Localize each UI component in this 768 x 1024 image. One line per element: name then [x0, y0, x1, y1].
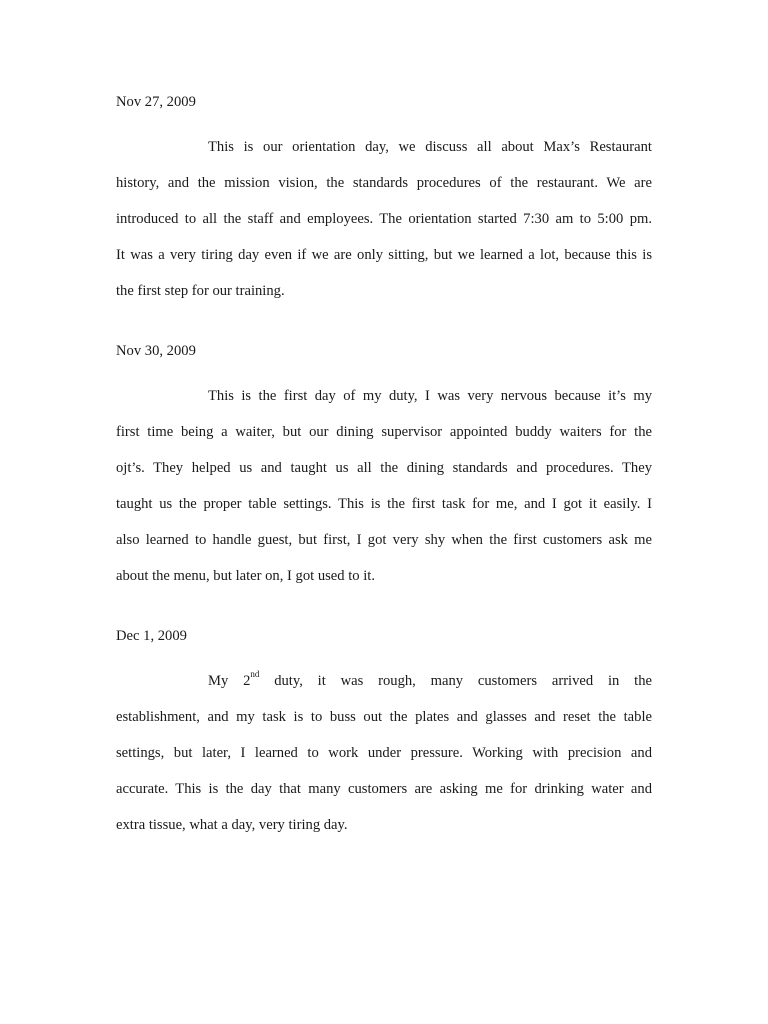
entry-date: Nov 30, 2009: [116, 343, 196, 359]
paragraph-line: This is our orientation day, we discuss all about Max’s Restaurant: [208, 139, 652, 155]
paragraph-line: the first step for our training.: [116, 283, 285, 299]
paragraph-line: about the menu, but later on, I got used to it.: [116, 568, 375, 584]
journal-entry: [116, 627, 652, 843]
paragraph-line: ojt’s. They helped us and taught us all the dining standards and procedures. They: [116, 460, 652, 476]
paragraph-line: also learned to handle guest, but first, I got very shy when the first customers ask me: [116, 532, 652, 548]
first-line-suffix: duty, it was rough, many customers arrived in the: [259, 673, 652, 689]
entry-paragraph: [116, 378, 652, 594]
paragraph-line: establishment, and my task is to buss out the plates and glasses and reset the table: [116, 709, 652, 725]
paragraph-line: history, and the mission vision, the standards procedures of the restaurant. We are: [116, 175, 652, 191]
journal-entry: [116, 342, 652, 594]
entry-date: Nov 27, 2009: [116, 94, 196, 110]
first-line-prefix: My 2: [208, 673, 251, 689]
entry-paragraph: [116, 663, 652, 843]
paragraph-line: settings, but later, I learned to work under pressure. Working with precision and: [116, 745, 652, 761]
paragraph-line: [116, 663, 652, 699]
paragraph-line: accurate. This is the day that many customers are asking me for drinking water and: [116, 781, 652, 797]
paragraph-line: taught us the proper table settings. This is the first task for me, and I got it easily. I: [116, 496, 652, 512]
paragraph-line: first time being a waiter, but our dining supervisor appointed buddy waiters for the: [116, 424, 652, 440]
paragraph-line: introduced to all the staff and employees. The orientation started 7:30 am to 5:00 pm.: [116, 211, 652, 227]
entry-paragraph: [116, 129, 652, 309]
ordinal-superscript: nd: [250, 669, 260, 680]
journal-entry: [116, 93, 652, 309]
paragraph-line: extra tissue, what a day, very tiring day.: [116, 817, 348, 833]
entry-date: Dec 1, 2009: [116, 628, 187, 644]
paragraph-line: This is the first day of my duty, I was very nervous because it’s my: [208, 388, 652, 404]
paragraph-line: It was a very tiring day even if we are only sitting, but we learned a lot, because this is: [116, 247, 652, 263]
